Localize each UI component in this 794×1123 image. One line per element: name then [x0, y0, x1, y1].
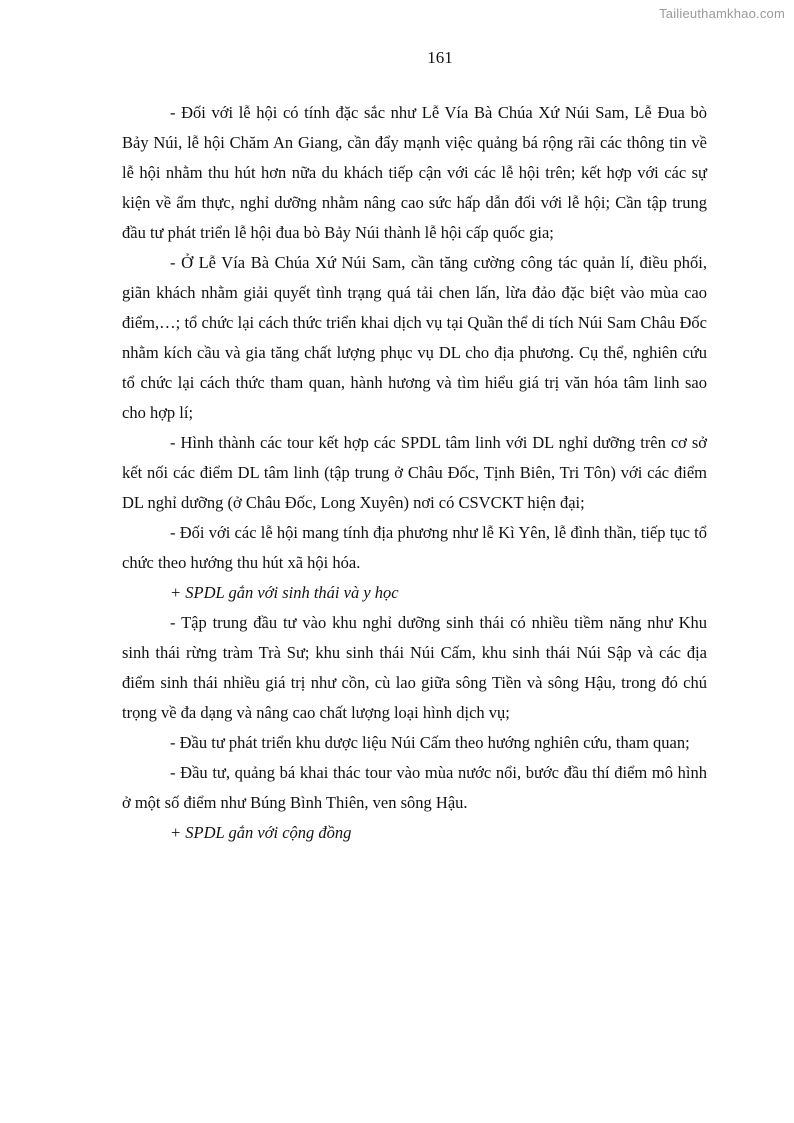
section-heading-sinh-thai-y-hoc: + SPDL gắn với sinh thái và y học: [170, 583, 399, 602]
paragraph-duoc-lieu-nui-cam: - Đầu tư phát triển khu dược liệu Núi Cấm theo hướng nghiên cứu, tham quan;: [170, 733, 690, 752]
page-number: 161: [427, 48, 453, 67]
paragraph-le-via-ba-chua-xu: - Ở Lễ Vía Bà Chúa Xứ Núi Sam, cần tăng cường công tác quản lí, điều phối, giãn khách nhằm giải quyết tình trạng quá tải chen lấn, lừa đảo đặc biệt vào mùa cao điểm,…; tổ chức lại cách thức triển khai dịch vụ tại Quần thể di tích Núi Sam Châu Đốc nhằm kích cầu và gia tăng chất lượng phục vụ DL cho địa phương. Cụ thể, nghiên cứu tổ chức lại cách thức tham quan, hành hương và tìm hiểu giá trị văn hóa tâm linh sao cho hợp lí;: [122, 253, 707, 422]
paragraph-mua-nuoc-noi: - Đầu tư, quảng bá khai thác tour vào mùa nước nổi, bước đầu thí điểm mô hình ở một số điểm như Búng Bình Thiên, ven sông Hậu.: [122, 763, 707, 812]
paragraph-tour-ket-hop: - Hình thành các tour kết hợp các SPDL tâm linh với DL nghỉ dưỡng trên cơ sở kết nối các điểm DL tâm linh (tập trung ở Châu Đốc, Tịnh Biên, Tri Tôn) với các điểm DL nghỉ dưỡng (ở Châu Đốc, Long Xuyên) nơi có CSVCKT hiện đại;: [122, 433, 707, 512]
document-body: [122, 98, 707, 848]
paragraph-le-hoi-dia-phuong: - Đối với các lễ hội mang tính địa phương như lễ Kì Yên, lễ đình thần, tiếp tục tổ chức theo hướng thu hút xã hội hóa.: [122, 523, 707, 572]
paragraph-le-hoi-dac-sac: - Đối với lễ hội có tính đặc sắc như Lễ Vía Bà Chúa Xứ Núi Sam, Lễ Đua bò Bảy Núi, lễ hội Chăm An Giang, cần đẩy mạnh việc quảng bá rộng rãi các thông tin về lễ hội nhằm thu hút hơn nữa du khách tiếp cận với các lễ hội trên; kết hợp với các sự kiện về ẩm thực, nghỉ dưỡng nhằm nâng cao sức hấp dẫn đối với lễ hội; Cần tập trung đầu tư phát triển lễ hội đua bò Bảy Núi thành lễ hội cấp quốc gia;: [122, 103, 707, 242]
paragraph-nghi-duong-sinh-thai: - Tập trung đầu tư vào khu nghỉ dưỡng sinh thái có nhiều tiềm năng như Khu sinh thái rừng tràm Trà Sư; khu sinh thái Núi Cấm, khu sinh thái Núi Sập và các địa điểm sinh thái nhiều giá trị như cồn, cù lao giữa sông Tiền và sông Hậu, trong đó chú trọng về đa dạng và nâng cao chất lượng loại hình dịch vụ;: [122, 613, 707, 722]
watermark-text: Tailieuthamkhao.com: [659, 6, 785, 21]
section-heading-cong-dong: + SPDL gắn với cộng đồng: [170, 823, 352, 842]
